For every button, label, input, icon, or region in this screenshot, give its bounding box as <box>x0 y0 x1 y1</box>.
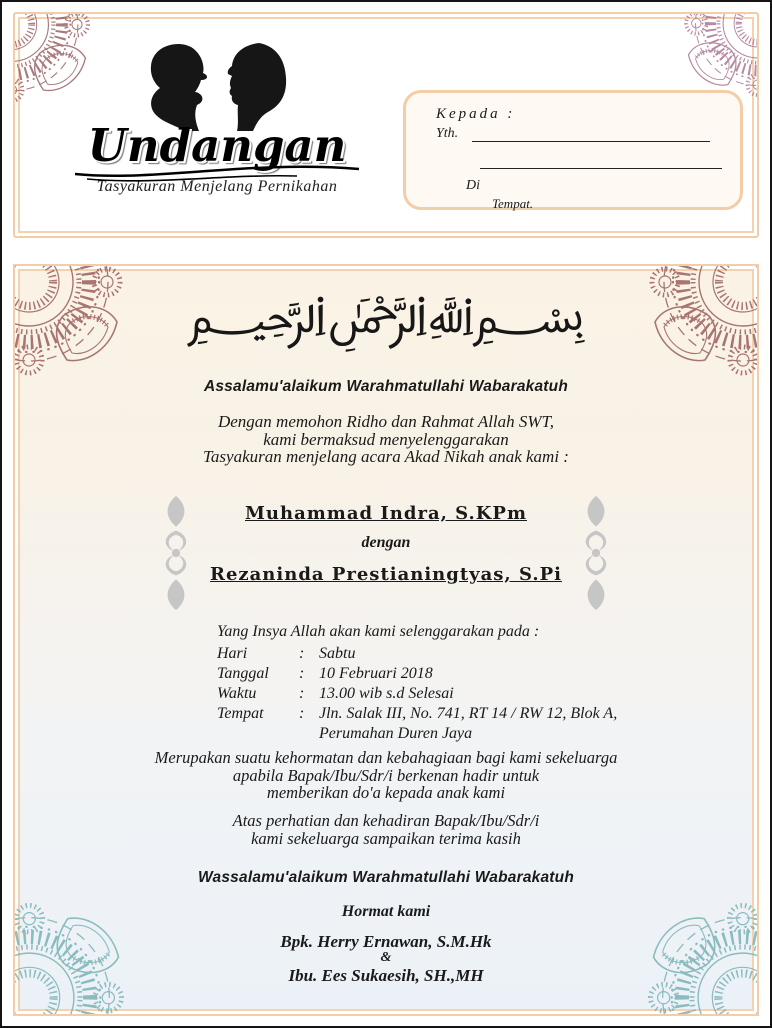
event-schedule <box>217 622 617 744</box>
thanks-line: kami sekeluarga sampaikan terima kasih <box>251 828 521 848</box>
schedule-value-line2: Perumahan Duren Jaya <box>319 725 473 742</box>
schedule-label: Waktu <box>217 685 257 702</box>
schedule-colon: : <box>299 685 305 702</box>
logo-block <box>67 120 367 196</box>
invitation-content <box>15 266 757 1014</box>
groom-name: Muhammad Indra, S.KPm <box>245 503 527 524</box>
bride-name: Rezaninda Prestianingtyas, S.Pi <box>210 564 562 585</box>
mother-name: Ibu. Ees Sukaesih, SH.,MH <box>288 966 484 985</box>
bismillah-calligraphy: ﷽ <box>186 285 586 345</box>
yth-label: Yth. <box>436 126 459 141</box>
schedule-row-tanggal <box>217 664 617 684</box>
schedule-colon: : <box>299 705 305 722</box>
message-line: memberikan do'a kepada anak kami <box>266 783 506 802</box>
envelope-front-card <box>13 12 759 238</box>
schedule-label: Tempat <box>217 705 264 722</box>
regards-label: Hormat kami <box>341 903 431 920</box>
kepada-label: Kepada : <box>436 106 516 122</box>
father-name: Bpk. Herry Ernawan, S.M.Hk <box>280 932 492 951</box>
salam-closing: Wassalamu'alaikum Warahmatullahi Wabarakatuh <box>197 869 574 886</box>
schedule-row-waktu <box>217 684 617 704</box>
intro-line: Tasyakuran menjelang acara Akad Nikah anak kami : <box>203 447 569 466</box>
yth-row <box>436 126 740 142</box>
recipient-address-box <box>403 90 743 210</box>
logo-subtitle: Tasyakuran Menjelang Pernikahan <box>96 178 338 195</box>
schedule-value: 10 Februari 2018 <box>319 665 433 682</box>
intro-line: kami bermaksud menyelenggarakan <box>263 429 509 449</box>
salam-opening: Assalamu'alaikum Warahmatullahi Wabarakatuh <box>203 378 569 395</box>
schedule-row-hari <box>217 644 617 664</box>
di-label: Di <box>466 178 480 193</box>
intro-paragraph <box>15 413 757 466</box>
schedule-label: Tanggal <box>217 665 269 682</box>
schedule-value: Sabtu <box>319 645 356 662</box>
recipient-name-line <box>472 128 710 142</box>
schedule-value: Jln. Salak III, No. 741, RT 14 / RW 12, Blok A, <box>319 705 618 722</box>
invitation-body-card <box>13 264 759 1016</box>
henna-corner-ornament <box>13 12 119 132</box>
schedule-value: 13.00 wib s.d Selesai <box>319 685 454 702</box>
tempat-label: Tempat. <box>492 196 534 211</box>
recipient-name-line-2 <box>480 155 722 169</box>
thanks-message <box>15 812 757 847</box>
logo-swoosh-line <box>67 160 367 182</box>
schedule-label: Hari <box>217 645 248 662</box>
page-title: Undangan <box>87 119 347 172</box>
intro-line: Dengan memohon Ridho dan Rahmat Allah SWT, <box>217 412 555 431</box>
message-line: apabila Bapak/Ibu/Sdr/i berkenan hadir untuk <box>232 765 540 785</box>
schedule-colon: : <box>299 665 305 682</box>
schedule-colon: : <box>299 645 305 662</box>
ampersand: & <box>380 950 392 965</box>
conjunction-dengan: dengan <box>361 534 411 551</box>
honor-message <box>15 749 757 802</box>
message-line: Merupakan suatu kehormatan dan kebahagiaan bagi kami sekeluarga <box>154 748 618 767</box>
thanks-line: Atas perhatian dan kehadiran Bapak/Ibu/Sdr/i <box>232 811 540 830</box>
schedule-intro: Yang Insya Allah akan kami selenggarakan pada : <box>217 623 540 640</box>
schedule-row-tempat <box>217 704 617 744</box>
